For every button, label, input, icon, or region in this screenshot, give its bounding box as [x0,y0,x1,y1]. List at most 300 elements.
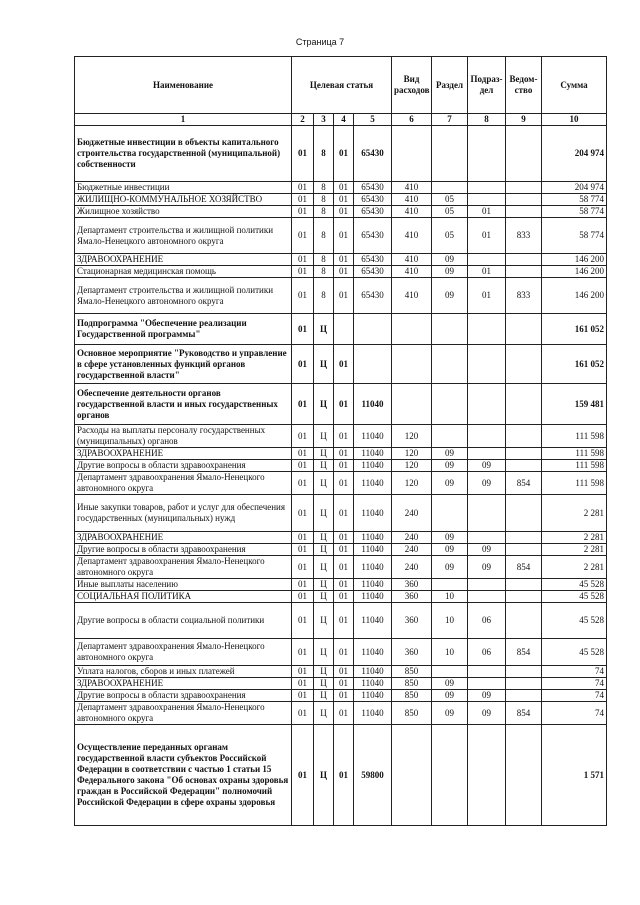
table-row [75,460,607,472]
target-code-1: 01 [292,666,314,678]
amount: 45 528 [542,603,607,639]
target-code-2: Ц [314,725,334,826]
amount: 111 598 [542,460,607,472]
amount: 2 281 [542,495,607,532]
subsection [468,532,506,544]
target-code-4 [354,314,392,345]
colnum: 8 [468,114,506,126]
table-row [75,666,607,678]
expense-type: 850 [392,702,432,725]
header-podrazdel: Подраз-дел [468,57,506,114]
expense-type: 850 [392,690,432,702]
target-code-3: 01 [334,678,354,690]
target-code-3: 01 [334,194,354,206]
subsection [468,725,506,826]
colnum: 2 [292,114,314,126]
target-code-4: 11040 [354,591,392,603]
department [506,345,542,384]
expense-type: 410 [392,278,432,314]
target-code-2: Ц [314,384,334,425]
amount: 74 [542,678,607,690]
row-name: ЖИЛИЩНО-КОММУНАЛЬНОЕ ХОЗЯЙСТВО [75,194,292,206]
subsection [468,495,506,532]
colnum: 6 [392,114,432,126]
target-code-4: 11040 [354,448,392,460]
amount: 204 974 [542,182,607,194]
row-name: ЗДРАВООХРАНЕНИЕ [75,678,292,690]
target-code-4: 11040 [354,690,392,702]
row-name: Жилищное хозяйство [75,206,292,218]
target-code-4: 11040 [354,556,392,579]
department [506,254,542,266]
expense-type [392,126,432,182]
subsection: 09 [468,702,506,725]
department [506,678,542,690]
target-code-4: 65430 [354,278,392,314]
table-row [75,218,607,254]
target-code-1: 01 [292,472,314,495]
expense-type: 410 [392,194,432,206]
table-row [75,345,607,384]
table-row [75,254,607,266]
target-code-1: 01 [292,579,314,591]
target-code-4: 65430 [354,254,392,266]
target-code-1: 01 [292,345,314,384]
expense-type: 410 [392,254,432,266]
target-code-4: 59800 [354,725,392,826]
target-code-2: 8 [314,206,334,218]
table-row [75,591,607,603]
table-row [75,314,607,345]
table-row [75,126,607,182]
department [506,448,542,460]
target-code-4: 11040 [354,384,392,425]
subsection [468,126,506,182]
target-code-4: 65430 [354,266,392,278]
row-name: ЗДРАВООХРАНЕНИЕ [75,532,292,544]
target-code-4: 11040 [354,678,392,690]
target-code-4: 11040 [354,472,392,495]
amount: 58 774 [542,194,607,206]
row-name: Департамент здравоохранения Ямало-Ненецкого автономного округа [75,556,292,579]
target-code-1: 01 [292,678,314,690]
target-code-1: 01 [292,384,314,425]
department [506,126,542,182]
target-code-3: 01 [334,690,354,702]
department [506,666,542,678]
subsection: 06 [468,639,506,666]
target-code-2: Ц [314,579,334,591]
target-code-4: 65430 [354,218,392,254]
section: 10 [432,591,468,603]
subsection [468,314,506,345]
target-code-3: 01 [334,579,354,591]
department [506,314,542,345]
expense-type: 240 [392,556,432,579]
table-row [75,384,607,425]
target-code-2: Ц [314,314,334,345]
target-code-1: 01 [292,314,314,345]
row-name: Основное мероприятие "Руководство и управление в сфере установленных функций органов государственной власти" [75,345,292,384]
amount: 111 598 [542,448,607,460]
section: 09 [432,544,468,556]
subsection [468,448,506,460]
target-code-3: 01 [334,448,354,460]
subsection [468,254,506,266]
target-code-2: Ц [314,639,334,666]
amount: 74 [542,702,607,725]
colnum: 3 [314,114,334,126]
department [506,725,542,826]
expense-type: 240 [392,544,432,556]
target-code-3: 01 [334,603,354,639]
section: 05 [432,206,468,218]
row-name: Иные выплаты населению [75,579,292,591]
target-code-2: Ц [314,345,334,384]
row-name: Департамент здравоохранения Ямало-Ненецкого автономного округа [75,472,292,495]
table-row [75,182,607,194]
expense-type: 240 [392,495,432,532]
target-code-1: 01 [292,126,314,182]
target-code-3: 01 [334,384,354,425]
subsection: 09 [468,690,506,702]
subsection: 01 [468,266,506,278]
table-row [75,603,607,639]
row-name: Стационарная медицинская помощь [75,266,292,278]
amount: 161 052 [542,314,607,345]
subsection [468,678,506,690]
budget-table [74,56,607,826]
target-code-2: Ц [314,702,334,725]
target-code-2: 8 [314,126,334,182]
target-code-3: 01 [334,725,354,826]
expense-type: 850 [392,666,432,678]
subsection: 09 [468,544,506,556]
table-row [75,579,607,591]
table-row [75,544,607,556]
amount: 58 774 [542,206,607,218]
section: 10 [432,639,468,666]
target-code-3: 01 [334,266,354,278]
section: 09 [432,556,468,579]
target-code-1: 01 [292,448,314,460]
row-name: Подпрограмма "Обеспечение реализации Государственной программы" [75,314,292,345]
table-header-row [75,57,607,114]
row-name: Бюджетные инвестиции в объекты капитального строительства государственной (муниципальной) собственности [75,126,292,182]
section: 09 [432,448,468,460]
target-code-3: 01 [334,666,354,678]
amount: 58 774 [542,218,607,254]
subsection [468,194,506,206]
target-code-2: Ц [314,678,334,690]
expense-type: 360 [392,579,432,591]
target-code-1: 01 [292,206,314,218]
amount: 204 974 [542,126,607,182]
subsection: 06 [468,603,506,639]
target-code-3: 01 [334,206,354,218]
row-name: Уплата налогов, сборов и иных платежей [75,666,292,678]
table-row [75,532,607,544]
expense-type: 410 [392,218,432,254]
row-name: Иные закупки товаров, работ и услуг для обеспечения государственных (муниципальных) нужд [75,495,292,532]
target-code-4: 11040 [354,639,392,666]
section: 05 [432,218,468,254]
expense-type: 360 [392,603,432,639]
section: 09 [432,460,468,472]
target-code-4: 11040 [354,579,392,591]
section: 09 [432,266,468,278]
section: 09 [432,532,468,544]
department [506,495,542,532]
target-code-2: 8 [314,218,334,254]
amount: 74 [542,690,607,702]
target-code-1: 01 [292,591,314,603]
target-code-2: Ц [314,690,334,702]
section: 09 [432,690,468,702]
target-code-2: 8 [314,266,334,278]
row-name: Департамент здравоохранения Ямало-Ненецкого автономного округа [75,702,292,725]
target-code-3: 01 [334,639,354,666]
header-razdel: Раздел [432,57,468,114]
amount: 159 481 [542,384,607,425]
target-code-2: Ц [314,666,334,678]
department [506,206,542,218]
section [432,425,468,448]
table-row [75,495,607,532]
target-code-3: 01 [334,591,354,603]
table-row [75,448,607,460]
subsection [468,666,506,678]
department: 833 [506,218,542,254]
target-code-1: 01 [292,495,314,532]
amount: 1 571 [542,725,607,826]
department [506,544,542,556]
row-name: Другие вопросы в области здравоохранения [75,544,292,556]
target-code-2: Ц [314,591,334,603]
row-name: ЗДРАВООХРАНЕНИЕ [75,448,292,460]
subsection: 09 [468,556,506,579]
section: 09 [432,678,468,690]
expense-type: 240 [392,532,432,544]
subsection: 09 [468,472,506,495]
row-name: Бюджетные инвестиции [75,182,292,194]
section: 09 [432,278,468,314]
table-row [75,278,607,314]
row-name: Департамент строительства и жилищной политики Ямало-Ненецкого автономного округа [75,278,292,314]
target-code-1: 01 [292,532,314,544]
amount: 74 [542,666,607,678]
section [432,384,468,425]
section: 09 [432,702,468,725]
amount: 161 052 [542,345,607,384]
target-code-4: 11040 [354,460,392,472]
section [432,345,468,384]
department [506,690,542,702]
header-vid: Вид расходов [392,57,432,114]
table-row [75,194,607,206]
expense-type [392,384,432,425]
target-code-1: 01 [292,278,314,314]
target-code-3: 01 [334,126,354,182]
table-row [75,725,607,826]
expense-type [392,345,432,384]
department [506,194,542,206]
table-row [75,556,607,579]
subsection: 01 [468,206,506,218]
expense-type: 360 [392,591,432,603]
target-code-1: 01 [292,690,314,702]
target-code-1: 01 [292,182,314,194]
target-code-2: Ц [314,460,334,472]
target-code-2: Ц [314,603,334,639]
amount: 45 528 [542,639,607,666]
target-code-2: Ц [314,448,334,460]
section: 09 [432,472,468,495]
amount: 146 200 [542,266,607,278]
expense-type: 120 [392,448,432,460]
section: 09 [432,254,468,266]
subsection: 01 [468,218,506,254]
colnum: 10 [542,114,607,126]
target-code-4: 65430 [354,194,392,206]
target-code-1: 01 [292,266,314,278]
header-target: Целевая статья [292,57,392,114]
table-row [75,690,607,702]
row-name: Другие вопросы в области здравоохранения [75,460,292,472]
expense-type: 120 [392,472,432,495]
page-number: Страница 7 [295,37,345,47]
department [506,266,542,278]
target-code-3: 01 [334,278,354,314]
target-code-2: 8 [314,254,334,266]
row-name: ЗДРАВООХРАНЕНИЕ [75,254,292,266]
target-code-2: Ц [314,425,334,448]
target-code-3: 01 [334,472,354,495]
target-code-2: Ц [314,495,334,532]
target-code-3 [334,314,354,345]
row-name: Другие вопросы в области здравоохранения [75,690,292,702]
target-code-1: 01 [292,218,314,254]
table-row [75,206,607,218]
target-code-3: 01 [334,544,354,556]
table-row [75,425,607,448]
section [432,579,468,591]
department: 854 [506,556,542,579]
colnum: 5 [354,114,392,126]
row-name: Обеспечение деятельности органов государственной власти и иных государственных органов [75,384,292,425]
department [506,532,542,544]
table-row [75,678,607,690]
row-name: СОЦИАЛЬНАЯ ПОЛИТИКА [75,591,292,603]
target-code-1: 01 [292,194,314,206]
department [506,579,542,591]
section [432,495,468,532]
amount: 111 598 [542,425,607,448]
target-code-2: Ц [314,544,334,556]
department [506,425,542,448]
target-code-3: 01 [334,702,354,725]
column-number-row [75,114,607,126]
header-summa: Сумма [542,57,607,114]
target-code-4 [354,345,392,384]
amount: 111 598 [542,472,607,495]
target-code-2: Ц [314,532,334,544]
header-vedomstvo: Ведом-ство [506,57,542,114]
amount: 146 200 [542,278,607,314]
target-code-3: 01 [334,495,354,532]
target-code-4: 65430 [354,206,392,218]
department [506,460,542,472]
section [432,182,468,194]
target-code-2: Ц [314,472,334,495]
target-code-4: 11040 [354,702,392,725]
expense-type: 850 [392,678,432,690]
target-code-4: 11040 [354,425,392,448]
row-name: Департамент строительства и жилищной политики Ямало-Ненецкого автономного округа [75,218,292,254]
subsection [468,384,506,425]
row-name: Другие вопросы в области социальной политики [75,603,292,639]
subsection [468,182,506,194]
target-code-2: 8 [314,194,334,206]
colnum: 1 [75,114,292,126]
target-code-2: 8 [314,278,334,314]
table-row [75,639,607,666]
expense-type: 410 [392,182,432,194]
target-code-2: 8 [314,182,334,194]
target-code-1: 01 [292,254,314,266]
department [506,591,542,603]
row-name: Расходы на выплаты персоналу государственных (муниципальных) органов [75,425,292,448]
department: 854 [506,702,542,725]
target-code-4: 65430 [354,126,392,182]
target-code-4: 65430 [354,182,392,194]
amount: 2 281 [542,544,607,556]
row-name: Департамент здравоохранения Ямало-Ненецкого автономного округа [75,639,292,666]
target-code-3: 01 [334,345,354,384]
target-code-4: 11040 [354,666,392,678]
target-code-3: 01 [334,532,354,544]
target-code-1: 01 [292,425,314,448]
table-row [75,472,607,495]
amount: 146 200 [542,254,607,266]
department [506,182,542,194]
section [432,725,468,826]
expense-type: 120 [392,460,432,472]
table-body [75,126,607,826]
expense-type: 410 [392,266,432,278]
section [432,126,468,182]
target-code-1: 01 [292,556,314,579]
amount: 2 281 [542,556,607,579]
subsection [468,579,506,591]
target-code-4: 11040 [354,532,392,544]
expense-type: 120 [392,425,432,448]
amount: 45 528 [542,579,607,591]
target-code-1: 01 [292,544,314,556]
colnum: 9 [506,114,542,126]
target-code-3: 01 [334,182,354,194]
target-code-4: 11040 [354,544,392,556]
colnum: 4 [334,114,354,126]
colnum: 7 [432,114,468,126]
subsection [468,345,506,384]
department: 833 [506,278,542,314]
department: 854 [506,639,542,666]
table-row [75,266,607,278]
department [506,603,542,639]
target-code-1: 01 [292,725,314,826]
target-code-3: 01 [334,460,354,472]
